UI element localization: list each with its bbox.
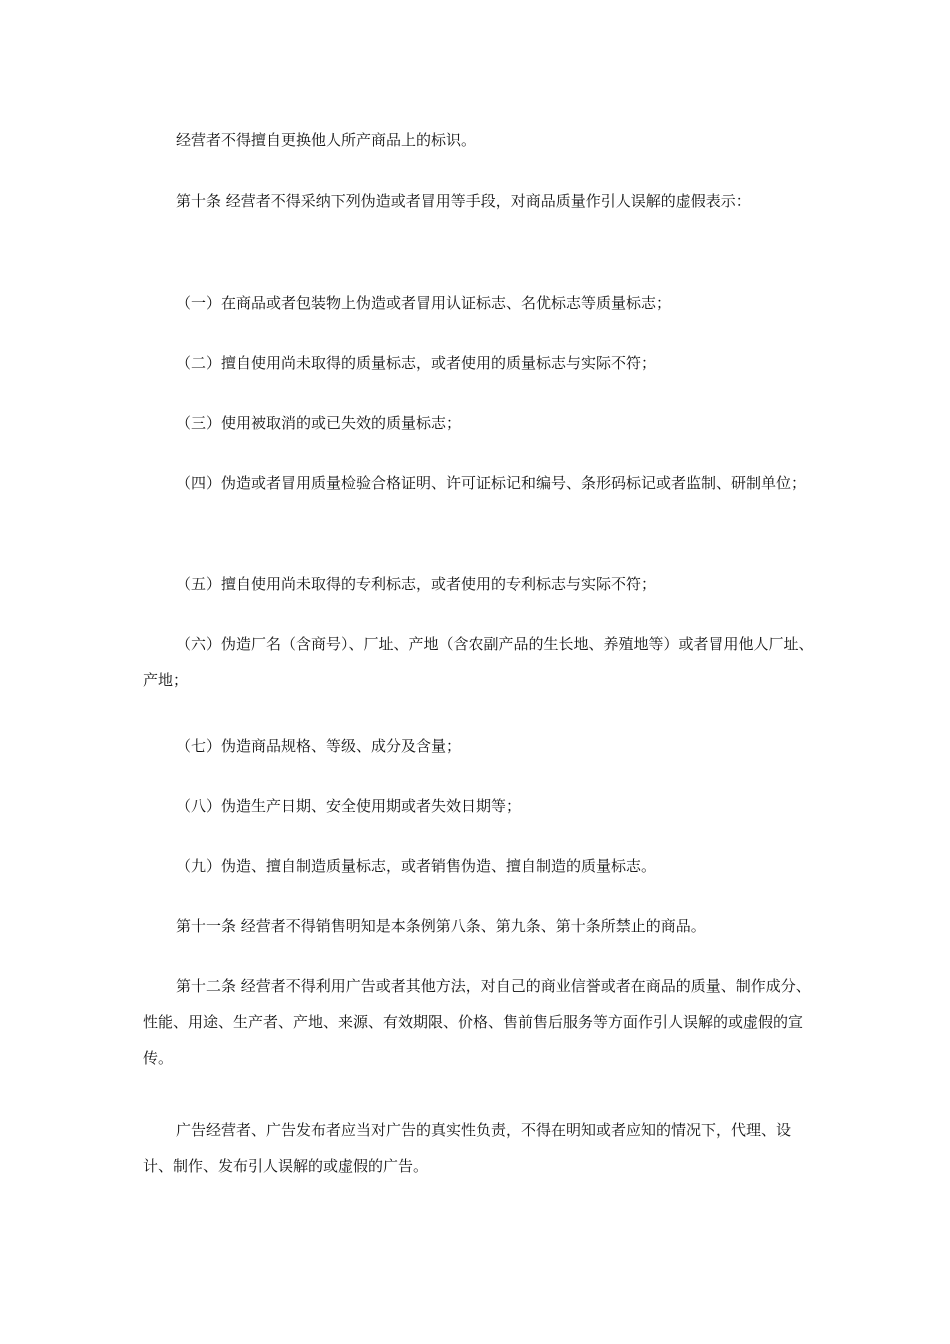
article-12: 第十二条 经营者不得利用广告或者其他方法，对自己的商业信誉或者在商品的质量、制作成分、性能、用途、生产者、产地、来源、有效期限、价格、售前售后服务等方面作引人误解的或虚假的宣传。 bbox=[143, 977, 811, 1067]
article-10-item-4: （四）伪造或者冒用质量检验合格证明、许可证标记和编号、条形码标记或者监制、研制单位； bbox=[176, 474, 807, 492]
article-10-item-2: （二）擅自使用尚未取得的质量标志，或者使用的质量标志与实际不符； bbox=[176, 354, 657, 372]
paragraph-1: 经营者不得擅自更换他人所产商品上的标识。 bbox=[176, 131, 477, 149]
article-10-item-7: （七）伪造商品规格、等级、成分及含量； bbox=[176, 737, 462, 755]
article-10-item-9: （九）伪造、擅自制造质量标志，或者销售伪造、擅自制造的质量标志。 bbox=[176, 857, 657, 875]
article-10-item-8: （八）伪造生产日期、安全使用期或者失效日期等； bbox=[176, 797, 522, 815]
article-10-heading: 第十条 经营者不得采纳下列伪造或者冒用等手段，对商品质量作引人误解的虚假表示： bbox=[176, 192, 751, 210]
article-10-item-5: （五）擅自使用尚未取得的专利标志，或者使用的专利标志与实际不符； bbox=[176, 575, 657, 593]
article-10-item-1: （一）在商品或者包装物上伪造或者冒用认证标志、名优标志等质量标志； bbox=[176, 294, 672, 312]
article-10-item-6: （六）伪造厂名（含商号）、厂址、产地（含农副产品的生长地、养殖地等）或者冒用他人厂址、产地； bbox=[143, 635, 814, 689]
article-10-item-3: （三）使用被取消的或已失效的质量标志； bbox=[176, 414, 462, 432]
article-12-advertising-paragraph: 广告经营者、广告发布者应当对广告的真实性负责，不得在明知或者应知的情况下，代理、设计、制作、发布引人误解的或虚假的广告。 bbox=[143, 1121, 792, 1175]
article-11: 第十一条 经营者不得销售明知是本条例第八条、第九条、第十条所禁止的商品。 bbox=[176, 917, 706, 935]
